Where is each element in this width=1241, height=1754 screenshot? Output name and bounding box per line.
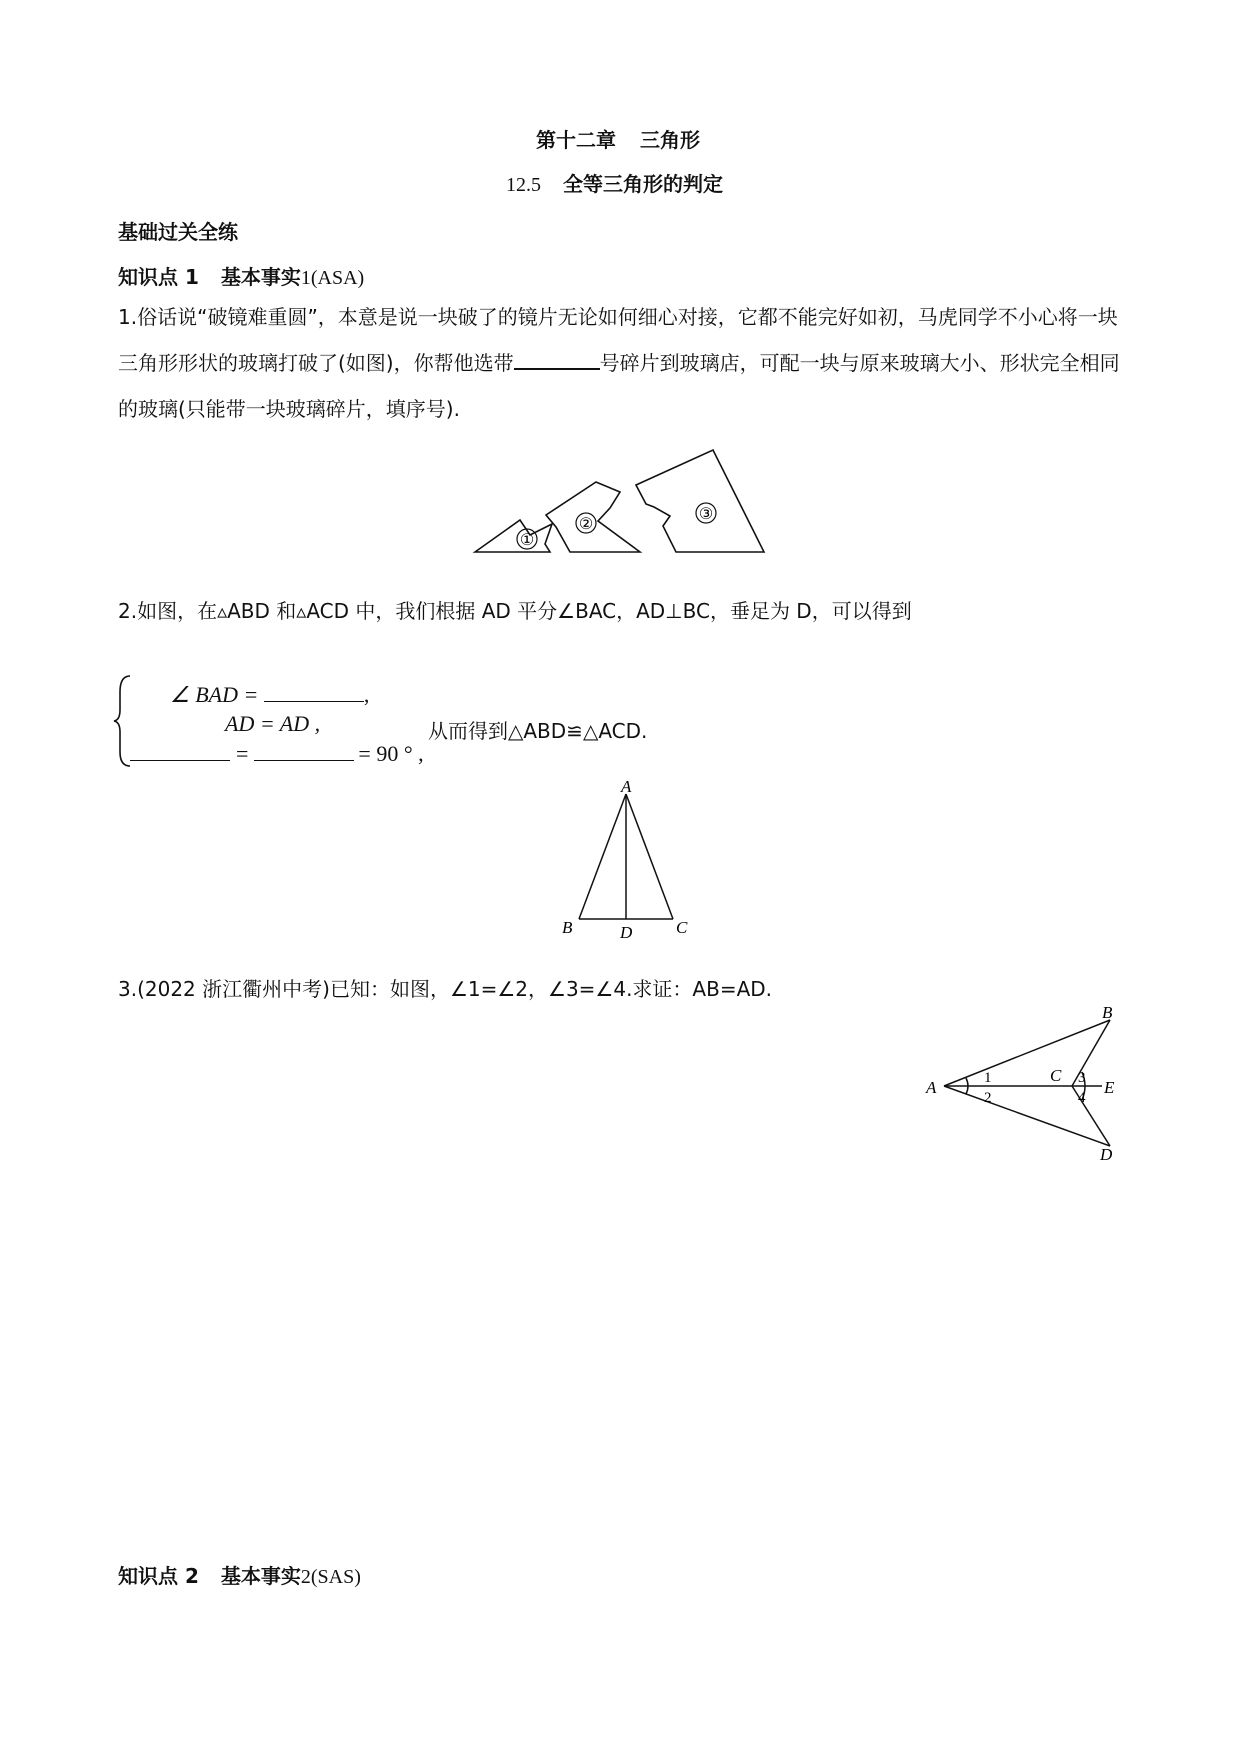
triangle-abc-figure <box>556 780 696 940</box>
problem-2-conclusion: 从而得到△ABD≌△ACD. <box>428 719 648 743</box>
equation-row-3: = = 90 ° , <box>130 741 424 767</box>
equation-row-1: ∠ BAD = , <box>170 682 370 707</box>
glass-pieces-figure <box>470 440 780 560</box>
quadrilateral-figure <box>920 1002 1140 1162</box>
angle-label-3: 3 <box>1078 1070 1086 1086</box>
label-A: A <box>621 780 632 796</box>
answer-blank-1[interactable] <box>514 348 600 370</box>
label-B: B <box>562 918 573 937</box>
answer-blank-4[interactable] <box>254 742 354 761</box>
piece-label-1: ① <box>519 532 535 549</box>
problem-1-text: 1.俗话说“破镜难重圆”，本意是说一块破了的镜片无论如何细心对接，它都不能完好如初，马虎同学不小心将一块三角形形状的玻璃打破了(如图)，你帮他选带 号碎片到玻璃店，可配一块与原来玻璃大小、形状完全相同的玻璃(只能带一块玻璃碎片，填序号). <box>118 305 1120 421</box>
label-D: D <box>1100 1145 1113 1162</box>
label-C: C <box>676 918 688 937</box>
answer-blank-3[interactable] <box>130 742 230 761</box>
section-title: 12.5 全等三角形的判定 <box>506 172 723 196</box>
problem-2-text: 2.如图，在▵ABD 和▵ACD 中，我们根据 AD 平分∠BAC，AD⊥BC，垂足为 D，可以得到 <box>118 599 912 623</box>
label-B: B <box>1102 1003 1113 1022</box>
equation-row-2: AD = AD , <box>225 711 321 736</box>
angle-label-4: 4 <box>1078 1090 1086 1106</box>
piece-label-3: ③ <box>698 506 714 523</box>
angle-label-1: 1 <box>984 1070 992 1086</box>
label-A: A <box>926 1078 937 1097</box>
label-E: E <box>1104 1078 1115 1097</box>
answer-blank-2[interactable] <box>264 683 364 702</box>
problem-3-text: 3.(2022 浙江衢州中考)已知：如图，∠1=∠2，∠3=∠4.求证：AB=AD. <box>118 977 773 1001</box>
piece-label-2: ② <box>578 516 594 533</box>
label-C: C <box>1050 1066 1062 1085</box>
knowledge-point-2: 知识点 2 基本事实2(SAS) <box>118 1564 361 1588</box>
piece-1 <box>475 520 552 552</box>
knowledge-point-1: 知识点 1 基本事实1(ASA) <box>118 265 365 289</box>
angle-label-2: 2 <box>984 1090 992 1106</box>
label-D: D <box>620 923 633 940</box>
chapter-title: 第十二章 三角形 <box>536 128 700 152</box>
piece-3 <box>636 450 764 552</box>
exercise-heading: 基础过关全练 <box>118 220 238 244</box>
